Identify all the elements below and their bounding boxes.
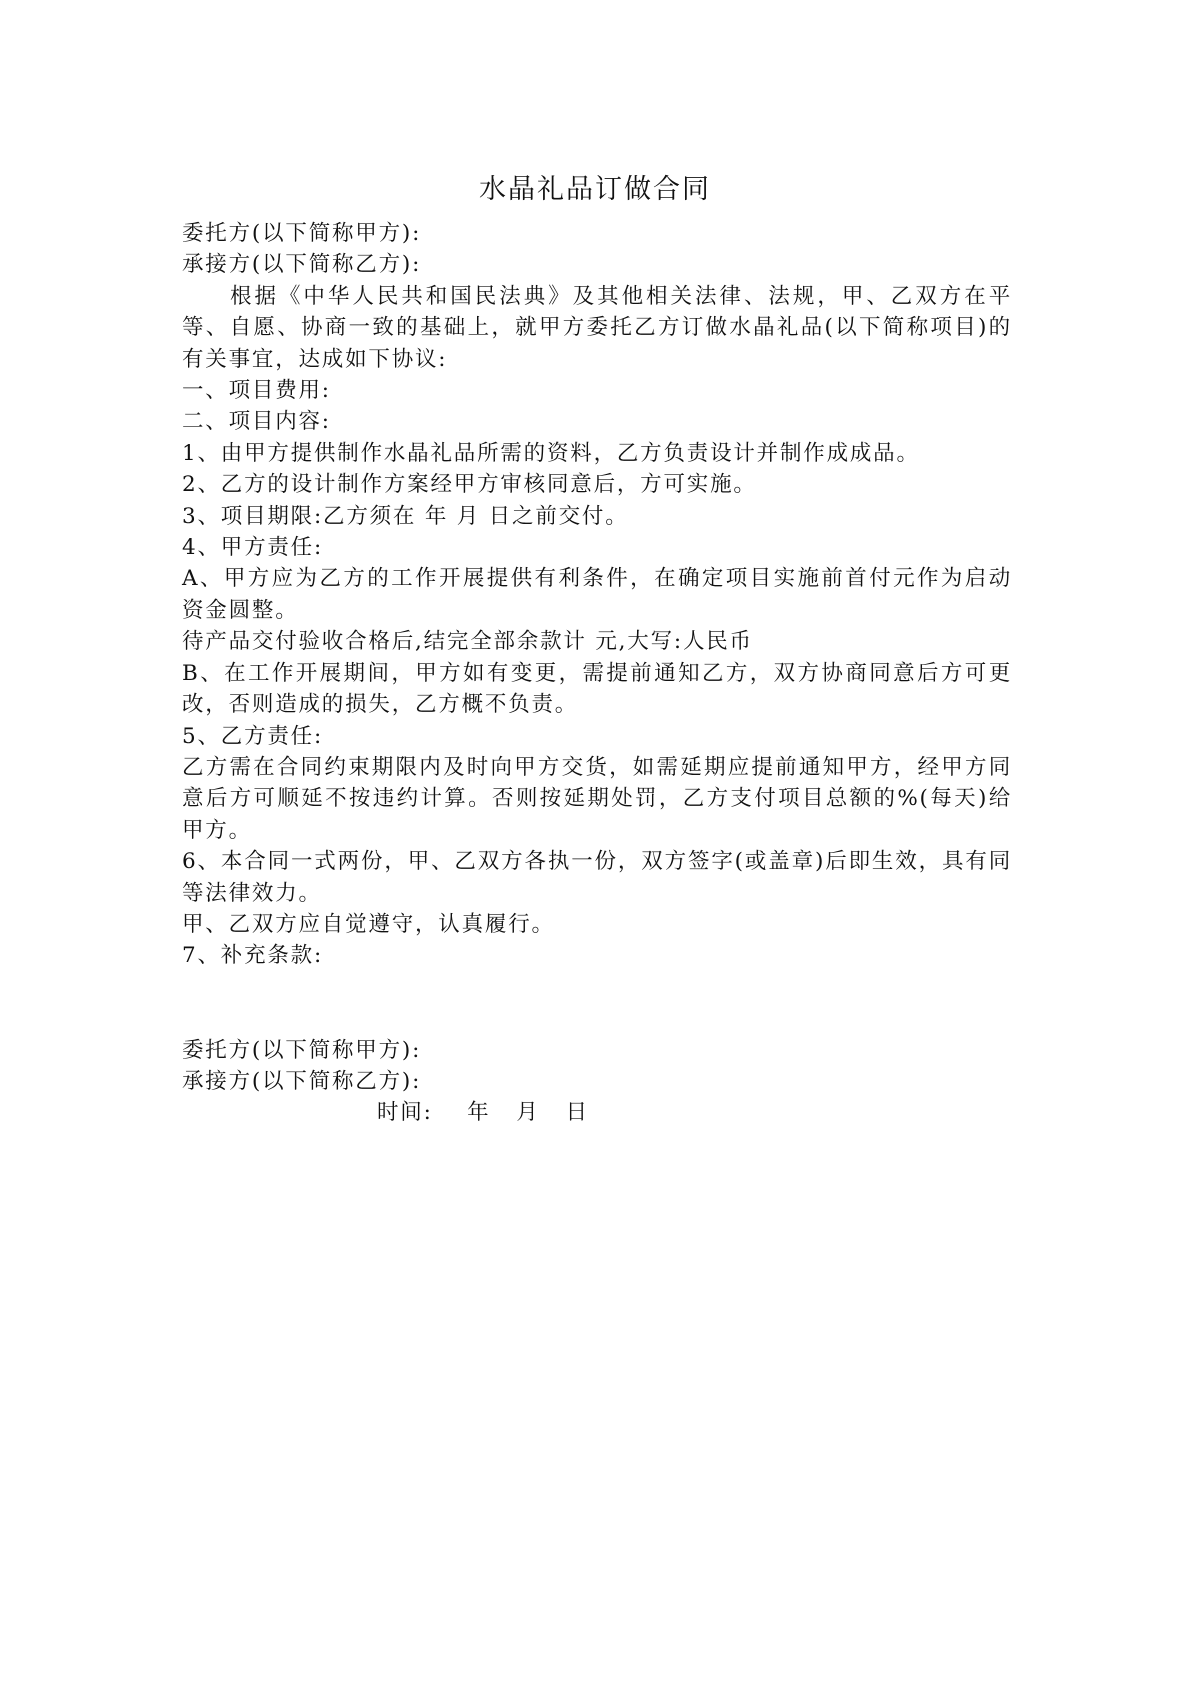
signature-spacer <box>182 972 1012 1035</box>
clause-7: 7、补充条款: <box>182 943 324 969</box>
clause-4b: B、在工作开展期间，甲方如有变更，需提前通知乙方，双方协商同意后方可更改，否则造成的损失，乙方概不负责。 <box>182 660 1012 718</box>
signature-date: 时间: 年 月 日 <box>377 1100 589 1126</box>
preamble-paragraph: 根据《中华人民共和国民法典》及其他相关法律、法规，甲、乙双方在平等、自愿、协商一致的基础上，就甲方委托乙方订做水晶礼品(以下简称项目)的有关事宜，达成如下协议: <box>182 283 1012 372</box>
clause-2: 2、乙方的设计制作方案经甲方审核同意后，方可实施。 <box>182 472 757 498</box>
contract-title: 水晶礼品订做合同 <box>479 174 711 205</box>
clause-6-compliance: 甲、乙双方应自觉遵守，认真履行。 <box>182 911 555 937</box>
clause-1: 1、由甲方提供制作水晶礼品所需的资料，乙方负责设计并制作成成品。 <box>182 440 920 466</box>
section-fee: 一、项目费用: <box>182 378 331 404</box>
clause-4a-balance: 待产品交付验收合格后,结完全部余款计 元,大写:人民币 <box>182 629 753 655</box>
party-b-header: 承接方(以下简称乙方): <box>182 252 422 278</box>
clause-6: 6、本合同一式两份，甲、乙双方各执一份，双方签字(或盖章)后即生效，具有同等法律效力。 <box>182 849 1012 906</box>
clause-3: 3、项目期限:乙方须在 年 月 日之前交付。 <box>182 503 629 529</box>
signature-party-a: 委托方(以下简称甲方): <box>182 1037 422 1063</box>
clause-4a: A、甲方应为乙方的工作开展提供有利条件，在确定项目实施前首付元作为启动资金圆整。 <box>182 566 1012 623</box>
clause-5-text: 乙方需在合同约束期限内及时向甲方交货，如需延期应提前通知甲方，经甲方同意后方可顺延不按违约计算。否则按延期处罚，乙方支付项目总额的%(每天)给甲方。 <box>182 754 1012 843</box>
signature-party-b: 承接方(以下简称乙方): <box>182 1068 422 1094</box>
section-content: 二、项目内容: <box>182 409 331 435</box>
party-a-header: 委托方(以下简称甲方): <box>182 221 422 246</box>
clause-4: 4、甲方责任: <box>182 535 324 561</box>
contract-body <box>182 218 1012 1129</box>
clause-5: 5、乙方责任: <box>182 723 324 749</box>
